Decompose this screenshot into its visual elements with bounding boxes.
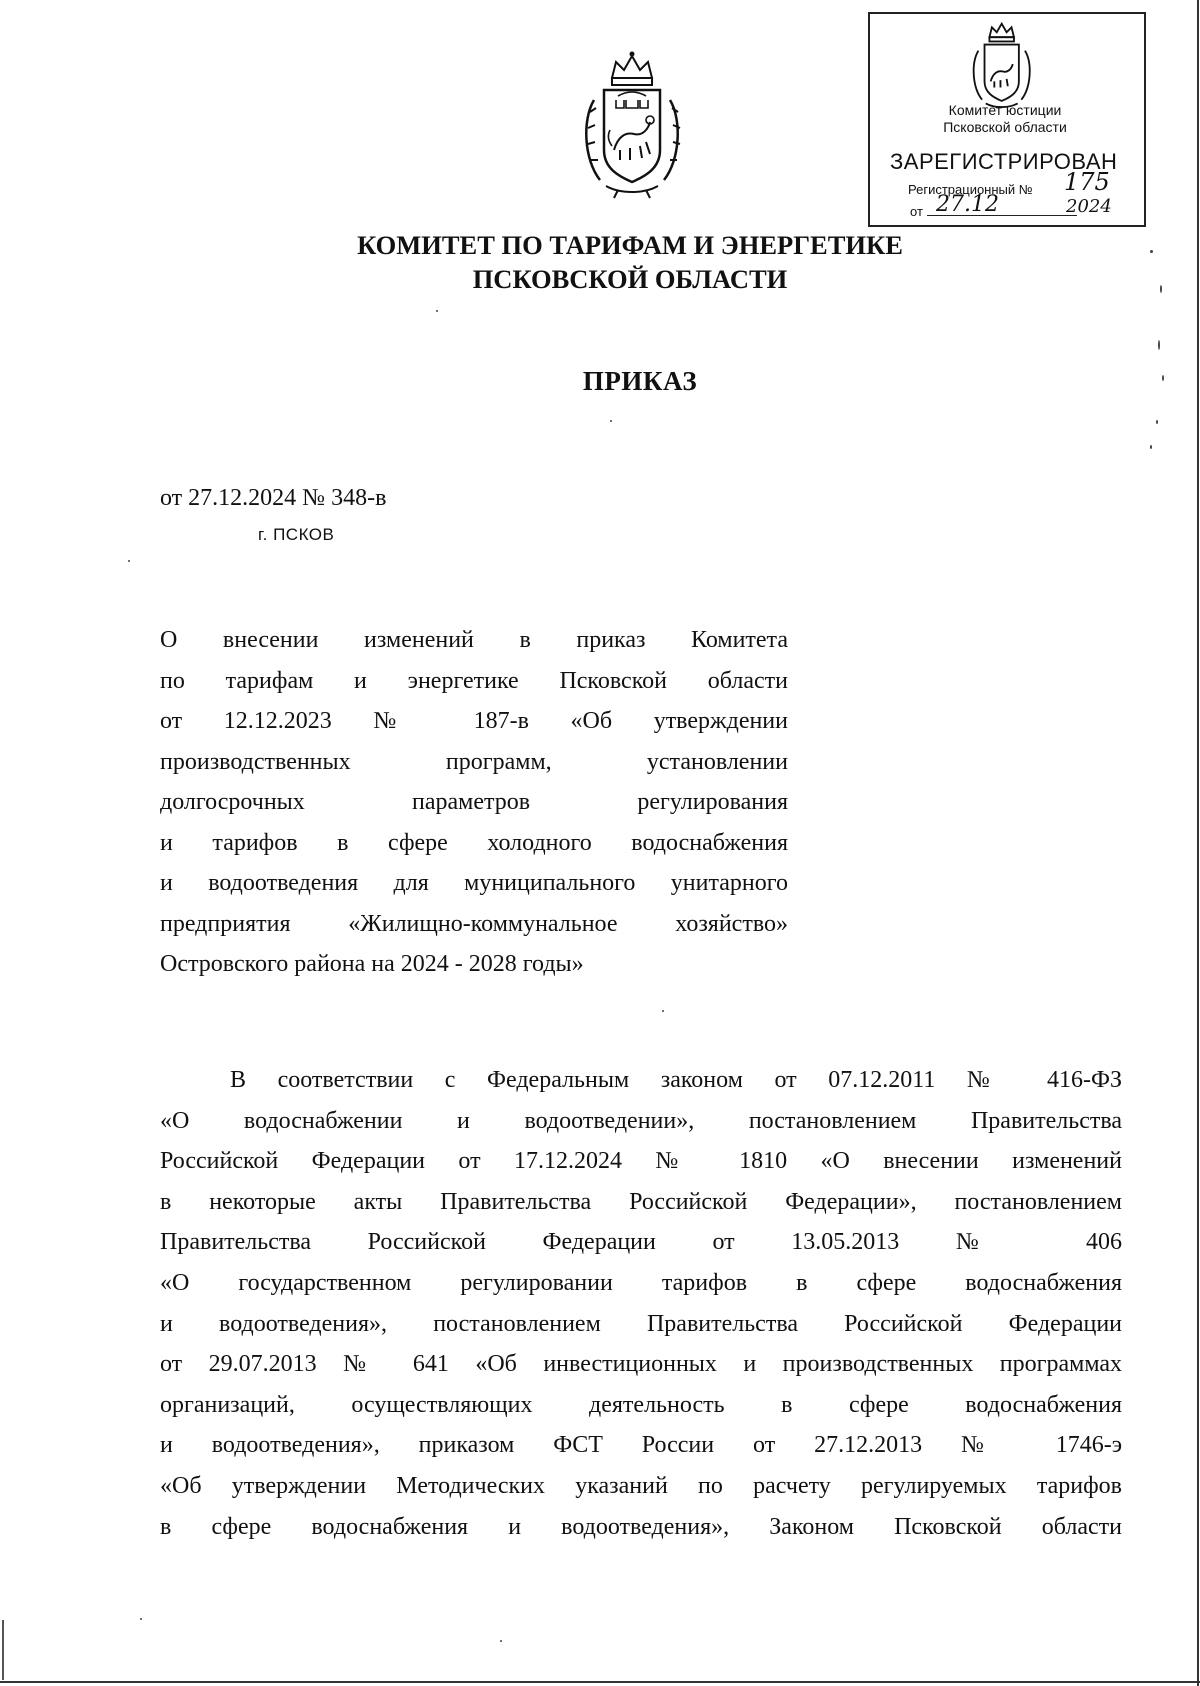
- scan-border: [0, 1681, 1200, 1683]
- organization-title-line1: КОМИТЕТ ПО ТАРИФАМ И ЭНЕРГЕТИКЕ: [357, 230, 903, 260]
- body-line: В соответствии с Федеральным законом от 07.12.2011 № 416-ФЗ: [230, 1067, 1122, 1093]
- scan-speck: [140, 1618, 142, 1620]
- body-line: и водоотведения», приказом ФСТ России от 27.12.2013 № 1746-э: [160, 1432, 1122, 1459]
- scan-speck: [500, 1640, 502, 1642]
- stamp-reg-label-text: Регистрационный №: [908, 182, 1033, 197]
- subject-line: и тарифов в сфере холодного водоснабжения: [160, 829, 788, 856]
- scan-speck: [1150, 250, 1153, 253]
- scan-speck: [436, 310, 438, 312]
- body-line: «Об утверждении Методических указаний по расчету регулируемых тарифов: [160, 1472, 1122, 1499]
- stamp-date-prefix: от: [910, 204, 923, 219]
- subject-line: долгосрочных параметров регулирования: [160, 789, 788, 815]
- body-line: «О государственном регулировании тарифов в сфере водоснабжения: [160, 1269, 1122, 1296]
- coat-of-arms-emblem: [580, 50, 685, 200]
- scan-speck: [610, 420, 612, 422]
- body-line: Правительства Российской Федерации от 13.05.2013 № 406: [160, 1229, 1122, 1256]
- subject-line: Островского района на 2024 - 2028 годы»: [160, 951, 584, 977]
- scan-border: [1197, 0, 1199, 1686]
- document-date-number: от 27.12.2024 № 348-в: [160, 485, 387, 511]
- scan-speck: [1160, 285, 1162, 293]
- body-line: в сфере водоснабжения и водоотведения», Законом Псковской области: [160, 1513, 1122, 1540]
- stamp-org-line2: Псковской области: [943, 119, 1067, 135]
- scan-border: [2, 1620, 4, 1680]
- scan-speck: [1162, 375, 1164, 381]
- registration-stamp: [868, 12, 1146, 227]
- organization-title-line2: ПСКОВСКОЙ ОБЛАСТИ: [472, 264, 788, 294]
- body-line: организаций, осуществляющих деятельность в сфере водоснабжения: [160, 1391, 1122, 1418]
- body-line: и водоотведения», постановлением Правительства Российской Федерации: [160, 1310, 1122, 1337]
- scan-speck: [1158, 340, 1160, 350]
- scan-speck: [128, 560, 130, 562]
- body-line: Российской Федерации от 17.12.2024 № 1810 «О внесении изменений: [160, 1148, 1122, 1175]
- subject-line: производственных программ, установлении: [160, 748, 788, 775]
- document-body: [160, 1060, 1122, 1547]
- coat-of-arms-emblem: [968, 20, 1036, 112]
- stamp-year-handwritten: 2024: [1066, 196, 1112, 217]
- document-subject: [160, 620, 788, 985]
- subject-line: предприятия «Жилищно-коммунальное хозяйство»: [160, 910, 788, 937]
- subject-line: от 12.12.2023 № 187-в «Об утверждении: [160, 708, 788, 734]
- organization-title: [240, 228, 1020, 296]
- scan-speck: [1150, 445, 1152, 449]
- stamp-status: ЗАРЕГИСТРИРОВАН: [890, 149, 1118, 174]
- scan-speck: [1156, 420, 1158, 424]
- stamp-org-line1: Комитет юстиции: [948, 102, 1062, 118]
- stamp-reg-number-handwritten: 175: [1064, 168, 1110, 196]
- body-line: в некоторые акты Правительства Российской Федерации», постановлением: [160, 1188, 1122, 1215]
- stamp-organization: [870, 102, 1140, 136]
- stamp-date-handwritten: 27.12: [936, 192, 999, 217]
- scan-speck: [662, 1010, 664, 1012]
- document-city: г. ПСКОВ: [258, 525, 335, 544]
- subject-line: и водоотведения для муниципального унитарного: [160, 870, 788, 896]
- subject-line: по тарифам и энергетике Псковской области: [160, 667, 788, 694]
- body-line: от 29.07.2013 № 641 «Об инвестиционных и производственных программах: [160, 1351, 1122, 1378]
- subject-line: О внесении изменений в приказ Комитета: [160, 627, 788, 653]
- body-line: «О водоснабжении и водоотведении», постановлением Правительства: [160, 1107, 1122, 1134]
- document-type: ПРИКАЗ: [582, 366, 698, 396]
